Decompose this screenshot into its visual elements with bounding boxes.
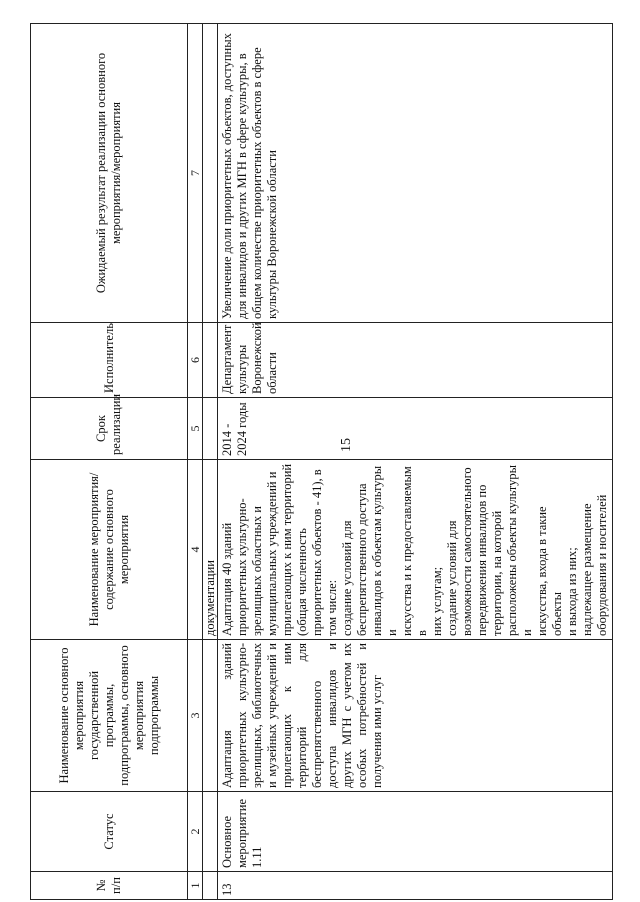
table-header-row	[31, 24, 188, 900]
column-number: 3	[188, 640, 203, 792]
header-period: Срок реализации	[31, 398, 188, 460]
content-line: приоритетных культурно-	[235, 498, 249, 636]
content-line: прилегающих к ним территорий	[280, 463, 294, 636]
content-line: территории, на которой	[490, 510, 504, 636]
row-period: 2014 - 2024 годы	[218, 398, 613, 460]
content-line: расположены объекты культуры и	[505, 465, 534, 636]
content-line: передвижения инвалидов по	[475, 484, 489, 636]
program-measures-table	[30, 23, 613, 900]
table-row	[218, 24, 613, 900]
content-line: и выхода из них;	[565, 547, 579, 636]
row-measure-content	[218, 460, 613, 640]
rotated-page-content	[30, 24, 609, 900]
content-line: возможности самостоятельного	[460, 467, 474, 636]
content-line: том числе:	[325, 579, 339, 636]
content-line: надлежащее размещение	[580, 503, 594, 636]
content-line: Адаптация 40 зданий	[220, 522, 234, 636]
content-line: приоритетных объектов - 41), в	[310, 469, 324, 636]
row-executor: Департамент культуры Воронежской области	[218, 323, 613, 398]
page-number: 15	[339, 438, 354, 452]
header-measure-content: Наименование мероприятия/содержание основного мероприятия	[31, 460, 188, 640]
row-program-name: Адаптация зданий приоритетных культурно-зрелищных, библиотечных и музейных учреждений и прилегающих к ним территорий для беспрепятственного доступа инвалидов и других МГН с учетом их особых потребностей и получения ими услуг	[218, 640, 613, 792]
column-number: 1	[188, 872, 203, 900]
content-line: оборудования и носителей	[595, 494, 609, 636]
content-line: них услугам;	[430, 566, 444, 636]
header-expected-result: Ожидаемый результат реализации основного мероприятия/мероприятия	[31, 24, 188, 323]
content-line: беспрепятственного доступа	[355, 483, 369, 636]
content-line: искусства и к предоставляемым в	[400, 466, 429, 636]
content-line: зрелищных областных и	[250, 506, 264, 636]
row-expected-result: Увеличение доли приоритетных объектов, доступных для инвалидов и других МГН в сфере культуры, в общем количестве приоритетных объектов в сфере культуры Воронежской области	[218, 24, 613, 323]
row-status: Основное мероприятие 1.11	[218, 792, 613, 872]
column-number: 4	[188, 460, 203, 640]
header-status: Статус	[31, 792, 188, 872]
content-line: создание условий для	[340, 520, 354, 636]
header-program-name: Наименование основного мероприятия государственной программы, подпрограммы, основного мероприятия подпрограммы	[31, 640, 188, 792]
header-number: № п/п	[31, 872, 188, 900]
column-number: 7	[188, 24, 203, 323]
column-number: 6	[188, 323, 203, 398]
content-line: инвалидов к объектам культуры и	[370, 465, 399, 636]
content-line: создание условий для	[445, 520, 459, 636]
header-executor: Исполнитель	[31, 323, 188, 398]
column-number-row	[188, 24, 203, 900]
content-line: искусства, входа в такие объекты	[535, 506, 564, 636]
carryover-row	[203, 24, 218, 900]
content-line: (общая численность	[295, 528, 309, 636]
content-line: муниципальных учреждений и	[265, 471, 279, 636]
column-number: 5	[188, 398, 203, 460]
column-number: 2	[188, 792, 203, 872]
carryover-text: документации	[203, 460, 218, 640]
row-number: 13	[218, 872, 613, 900]
